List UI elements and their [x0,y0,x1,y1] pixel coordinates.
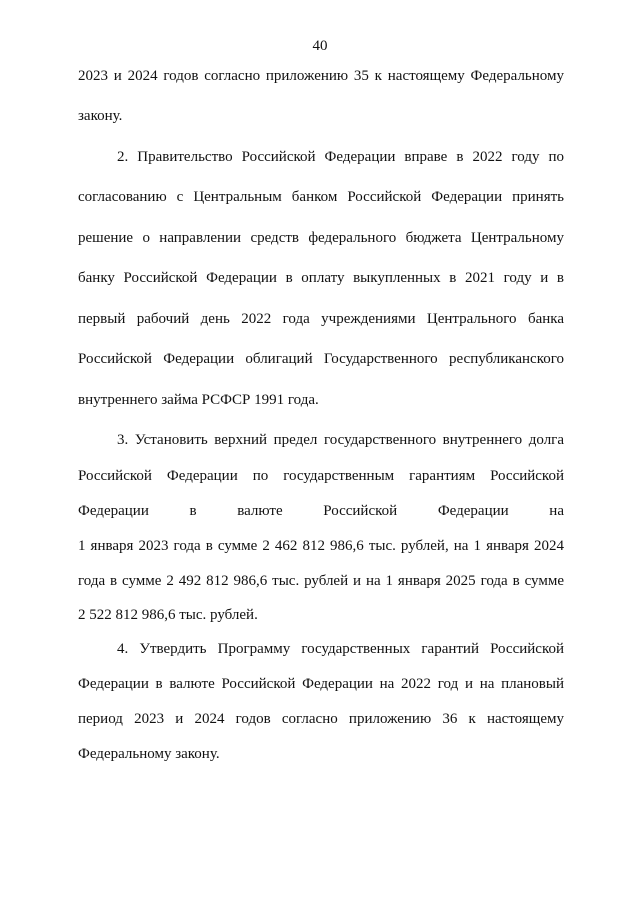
text-line: период 2023 и 2024 годов согласно приложению 36 к настоящему [78,711,564,727]
text-line: Федеральному закону. [78,746,220,762]
text-line: Российской Федерации по государственным гарантиям Российской [78,468,564,484]
text-line: 2 522 812 986,6 тыс. рублей. [78,607,258,623]
text-line: Российской Федерации облигаций Государственного республиканского [78,351,564,367]
text-line: согласованию с Центральным банком Российской Федерации принять [78,189,564,205]
text-line: 1 января 2023 года в сумме 2 462 812 986,6 тыс. рублей, на 1 января 2024 [78,538,564,554]
page-number: 40 [312,38,328,54]
text-line: внутреннего займа РСФСР 1991 года. [78,392,319,408]
text-line: 2023 и 2024 годов согласно приложению 35 к настоящему Федеральному [78,68,564,84]
text-line: решение о направлении средств федерального бюджета Центральному [78,230,564,246]
paragraph-start-line: 4. Утвердить Программу государственных гарантий Российской [117,641,564,657]
text-line: года в сумме 2 492 812 986,6 тыс. рублей и на 1 января 2025 года в сумме [78,573,564,589]
text-line: банку Российской Федерации в оплату выкупленных в 2021 году и в [78,270,564,286]
text-line: закону. [78,108,123,124]
paragraph-start-line: 2. Правительство Российской Федерации вправе в 2022 году по [117,149,564,165]
text-line: Федерации в валюте Российской Федерации на 2022 год и на плановый [78,676,564,692]
text-line: Федерации в валюте Российской Федерации на [78,503,564,519]
paragraph-start-line: 3. Установить верхний предел государственного внутреннего долга [117,432,564,448]
text-line: первый рабочий день 2022 года учреждениями Центрального банка [78,311,564,327]
